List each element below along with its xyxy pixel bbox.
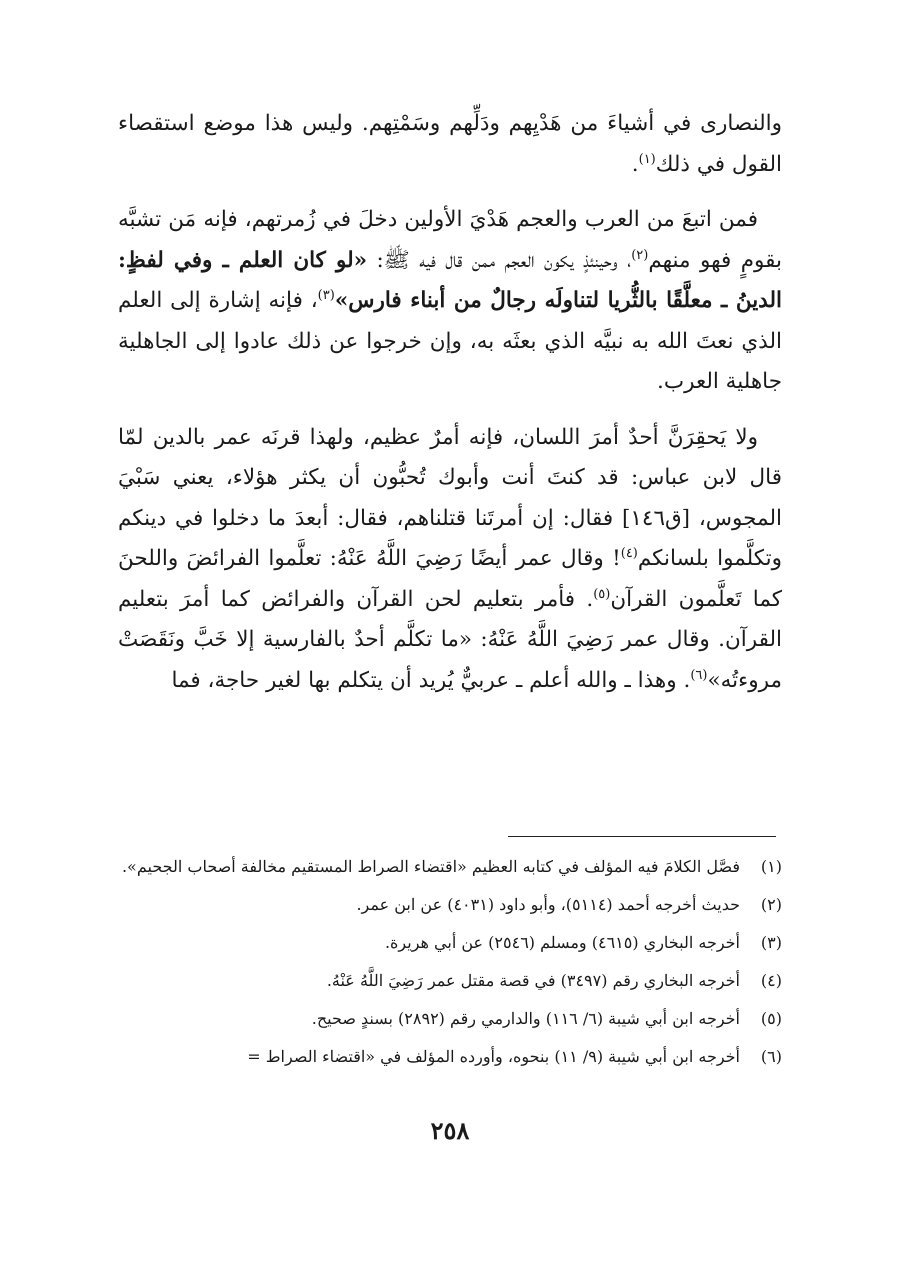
footnote-ref-6[interactable]: (٦) xyxy=(690,667,708,683)
footnote-text: أخرجه ابن أبي شيبة (٩/ ١١) بنحوه، وأورده المؤلف في «اقتضاء الصراط = xyxy=(247,1047,740,1066)
paragraph-3-part-d: . وهذا ـ والله أعلم ـ عربيٌّ يُريد أن يتكلم بها لغير حاجة، فما xyxy=(171,667,691,693)
footnote-number: (٣) xyxy=(760,933,782,952)
paragraph-3-part-b: ! وقال عمر أيضًا رَضِيَ اللَّهُ عَنْهُ: تعلَّموا الفرائضَ واللحنَ كما تَعلَّمون القرآن xyxy=(118,546,782,612)
paragraph-2-part-c: ، فإنه إشارة إلى العلم الذي نعتَ الله به نبيَّه الذي بعثَه به، وإن خرجوا عن ذلك عادوا إلى الجاهلية جاهلية العرب. xyxy=(118,288,782,394)
footnote-ref-4[interactable]: (٤) xyxy=(620,545,638,561)
footnote-number: (٤) xyxy=(760,971,782,990)
paragraph-2 xyxy=(118,200,782,403)
footnote-text: فصَّل الكلامَ فيه المؤلف في كتابه العظيم «اقتضاء الصراط المستقيم مخالفة أصحاب الجحيم». xyxy=(121,857,740,876)
paragraph-1 xyxy=(118,104,782,185)
main-text xyxy=(118,104,782,716)
page-number: ٢٥٨ xyxy=(430,1116,470,1145)
paragraph-1-end: . xyxy=(631,151,639,177)
footnote-text: أخرجه البخاري رقم (٣٤٩٧) في قصة مقتل عمر رَضِيَ اللَّهُ عَنْهُ. xyxy=(326,971,740,990)
footnote-number: (١) xyxy=(760,857,782,876)
footnote-number: (٢) xyxy=(760,895,782,914)
footnote-number: (٦) xyxy=(760,1047,782,1066)
footnote-separator xyxy=(508,836,776,837)
paragraph-3-part-a: ولا يَحقِرَنَّ أحدٌ أمرَ اللسان، فإنه أمرٌ عظيم، ولهذا قرنَه عمر بالدين لمّا قال لابن عباس: قد كنتَ أنت وأبوك تُحبُّون أن يكثر هؤلاء، يعني سَبْيَ المجوس، [ق١٤٦] فقال: إن أمرتَنا قتلناهم، فقال: أبعدَ ما دخلوا في دينكم وتكلَّموا بلسانكم xyxy=(118,424,783,571)
footnote-number: (٥) xyxy=(760,1009,782,1028)
footnote-6 xyxy=(118,1038,782,1076)
footnote-ref-5[interactable]: (٥) xyxy=(593,586,611,602)
footnote-1 xyxy=(118,848,782,886)
footnote-text: أخرجه ابن أبي شيبة (٦/ ١١٦) والدارمي رقم (٢٨٩٢) بسندٍ صحيح. xyxy=(311,1009,740,1028)
footnote-ref-3[interactable]: (٣) xyxy=(317,287,335,303)
paragraph-1-text: والنصارى في أشياءَ من هَدْيِهم ودَلِّهم وسَمْتِهم. وليس هذا موضع استقصاء القول في ذلك xyxy=(118,111,782,177)
footnotes-list xyxy=(118,848,782,1076)
footnote-ref-2[interactable]: (٢) xyxy=(631,247,649,263)
paragraph-2-part-a: فمن اتبعَ من العرب والعجم هَدْيَ الأولين دخلَ في زُمرتهم، فإنه مَن تشبَّه بقومٍ فهو منهم xyxy=(118,207,783,273)
paragraph-3-part-c: . فأمر بتعليم لحن القرآن والفرائض كما أمرَ بتعليم القرآن. وقال عمر رَضِيَ اللَّهُ عَنْهُ: «ما تكلَّم أحدٌ بالفارسية إلا خَبَّ ونَقَصَتْ مروءتُه» xyxy=(118,586,782,693)
paragraph-2-part-b: ، وحينئذٍ يكون العجم ممن قال فيه ﷺ: xyxy=(367,247,632,273)
footnote-text: أخرجه البخاري (٤٦١٥) ومسلم (٢٥٤٦) عن أبي هريرة. xyxy=(384,933,740,952)
paragraph-3 xyxy=(118,418,782,702)
footnote-ref-1[interactable]: (١) xyxy=(638,151,656,167)
footnote-4 xyxy=(118,962,782,1000)
footnote-3 xyxy=(118,924,782,962)
footnote-5 xyxy=(118,1000,782,1038)
footnote-text: حديث أخرجه أحمد (٥١١٤)، وأبو داود (٤٠٣١) عن ابن عمر. xyxy=(356,895,740,914)
footnote-2 xyxy=(118,886,782,924)
hadith-quote: «لو كان العلم ـ وفي لفظٍ: الدينُ ـ معلَّقًا بالثُّريا لتناولَه رجالٌ من أبناء فارس» xyxy=(118,247,782,313)
